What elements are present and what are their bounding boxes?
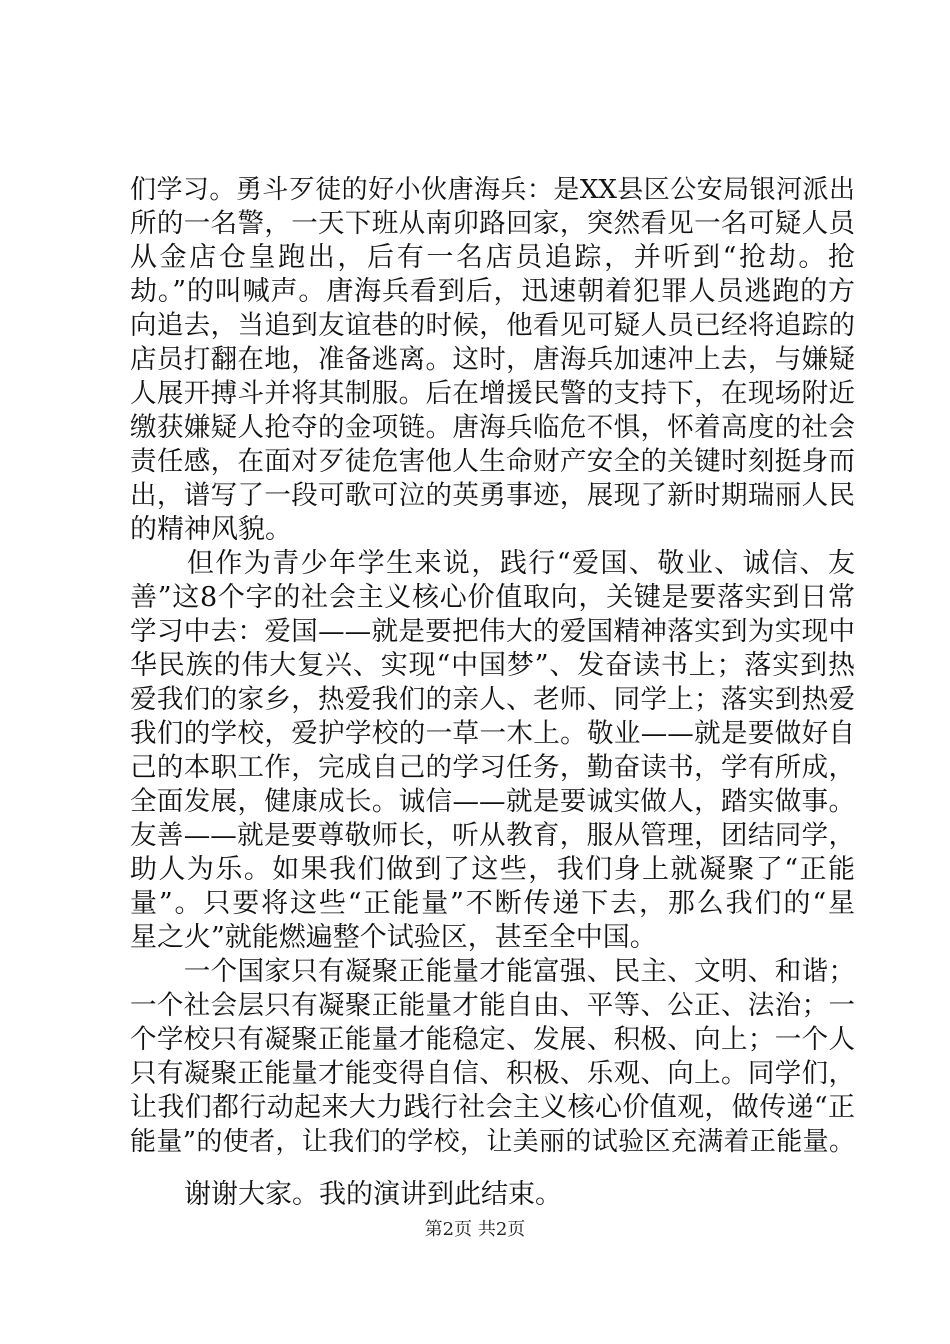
text-line: 一个国家只有凝聚正能量才能富强、民主、文明、和谐； — [130, 956, 855, 987]
text-line: 助人为乐。如果我们做到了这些，我们身上就凝聚了“正能 — [130, 854, 855, 885]
text-line: 们学习。勇斗歹徒的好小伙唐海兵：是XX县区公安局银河派出 — [130, 175, 855, 205]
text-line: 所的一名警，一天下班从南卯路回家，突然看见一名可疑人员 — [130, 208, 855, 239]
text-line: 让我们都行动起来大力践行社会主义核心价值观，做传递“正 — [130, 1092, 855, 1123]
text-line: 一个社会层只有凝聚正能量才能自由、平等、公正、法治；一 — [130, 990, 855, 1021]
text-line: 善”这8个字的社会主义核心价值取向，关键是要落实到日常 — [130, 582, 855, 613]
text-line: 责任感，在面对歹徒危害他人生命财产安全的关键时刻挺身而 — [130, 446, 855, 477]
text-line: 只有凝聚正能量才能变得自信、积极、乐观、向上。同学们， — [130, 1058, 855, 1089]
text-line: 的精神风貌。 — [130, 514, 292, 545]
text-line: 学习中去：爱国——就是要把伟大的爱国精神落实到为实现中 — [130, 616, 855, 647]
text-line: 出，谱写了一段可歌可泣的英勇事迹，展现了新时期瑞丽人民 — [130, 480, 855, 511]
text-line: 劫。”的叫喊声。唐海兵看到后，迅速朝着犯罪人员逃跑的方 — [130, 276, 855, 307]
text-line: 星之火”就能燃遍整个试验区，甚至全中国。 — [130, 922, 657, 953]
text-line: 人展开搏斗并将其制服。后在增援民警的支持下，在现场附近 — [130, 378, 855, 409]
text-line: 全面发展，健康成长。诚信——就是要诚实做人，踏实做事。 — [130, 786, 855, 817]
text-line: 个学校只有凝聚正能量才能稳定、发展、积极、向上；一个人 — [130, 1024, 855, 1055]
text-line: 爱我们的家乡，热爱我们的亲人、老师、同学上；落实到热爱 — [130, 684, 855, 715]
text-line: 缴获嫌疑人抢夺的金项链。唐海兵临危不惧，怀着高度的社会 — [130, 412, 855, 443]
text-line: 向追去，当追到友谊巷的时候，他看见可疑人员已经将追踪的 — [130, 310, 855, 341]
text-line: 能量”的使者，让我们的学校，让美丽的试验区充满着正能量。 — [130, 1127, 855, 1157]
text-line: 友善——就是要尊敬师长，听从教育，服从管理，团结同学， — [130, 820, 855, 851]
closing-line: 谢谢大家。我的演讲到此结束。 — [130, 1179, 562, 1210]
page-number-footer: 第2页 共2页 — [424, 1219, 526, 1240]
text-line: 己的本职工作，完成自己的学习任务，勤奋读书，学有所成， — [130, 752, 855, 783]
text-line: 店员打翻在地，准备逃离。这时，唐海兵加速冲上去，与嫌疑 — [130, 344, 855, 375]
text-line: 从金店仓皇跑出，后有一名店员追踪，并听到“抢劫。抢 — [130, 242, 855, 273]
text-line: 但作为青少年学生来说，践行“爱国、敬业、诚信、友 — [130, 548, 855, 579]
text-line: 我们的学校，爱护学校的一草一木上。敬业——就是要做好自 — [130, 718, 855, 749]
text-line: 量”。只要将这些“正能量”不断传递下去，那么我们的“星 — [130, 888, 855, 919]
text-line: 华民族的伟大复兴、实现“中国梦”、发奋读书上；落实到热 — [130, 650, 855, 681]
